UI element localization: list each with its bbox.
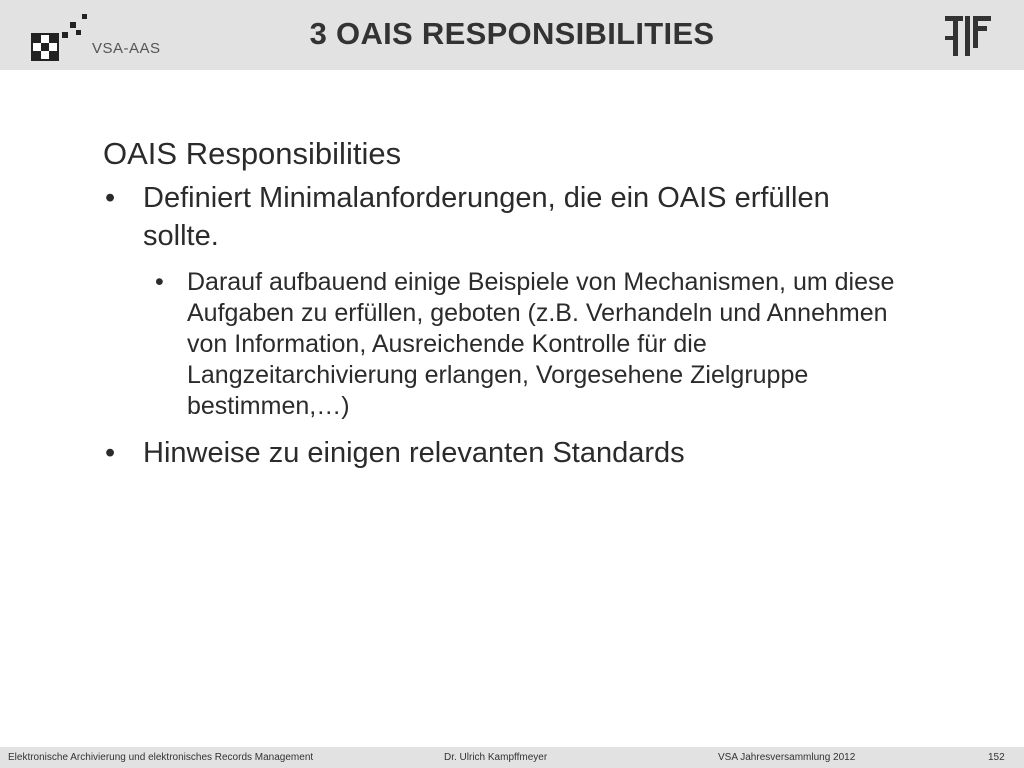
pm-logo-icon: [944, 12, 994, 60]
bullet-item: [103, 179, 903, 255]
footer-course-title: Elektronische Archivierung und elektronisches Records Management: [8, 752, 314, 763]
sub-bullet-text: Darauf aufbauend einige Beispiele von Mechanismen, um diese Aufgaben zu erfüllen, geboten (z.B. Verhandeln und Annehmen von Information, Ausreichende Kontrolle für die Langzeitarchivierung erlangen, Vorgesehene Zielgruppe bestimmen,…): [187, 268, 895, 420]
logo-text: VSA-AAS: [92, 40, 161, 57]
page-number: 152: [988, 752, 1005, 763]
bullet-text: Definiert Minimalanforderungen, die ein OAIS erfüllen sollte.: [143, 182, 830, 252]
footer-event: VSA Jahresversammlung 2012: [718, 752, 856, 763]
header-bar: [0, 0, 1024, 70]
bullet-text: Hinweise zu einigen relevanten Standards: [143, 437, 685, 469]
footer-bar: [0, 747, 1024, 768]
bullet-item: [103, 434, 903, 472]
slide-content: [103, 133, 903, 472]
footer-author: Dr. Ulrich Kampffmeyer: [444, 752, 548, 763]
sub-bullet-item: [103, 267, 903, 422]
bullet-icon: •: [105, 437, 116, 469]
content-heading: OAIS Responsibilities: [103, 136, 402, 171]
bullet-icon: •: [155, 268, 164, 296]
slide-title: 3 OAIS RESPONSIBILITIES: [309, 16, 715, 51]
bullet-icon: •: [105, 182, 116, 214]
